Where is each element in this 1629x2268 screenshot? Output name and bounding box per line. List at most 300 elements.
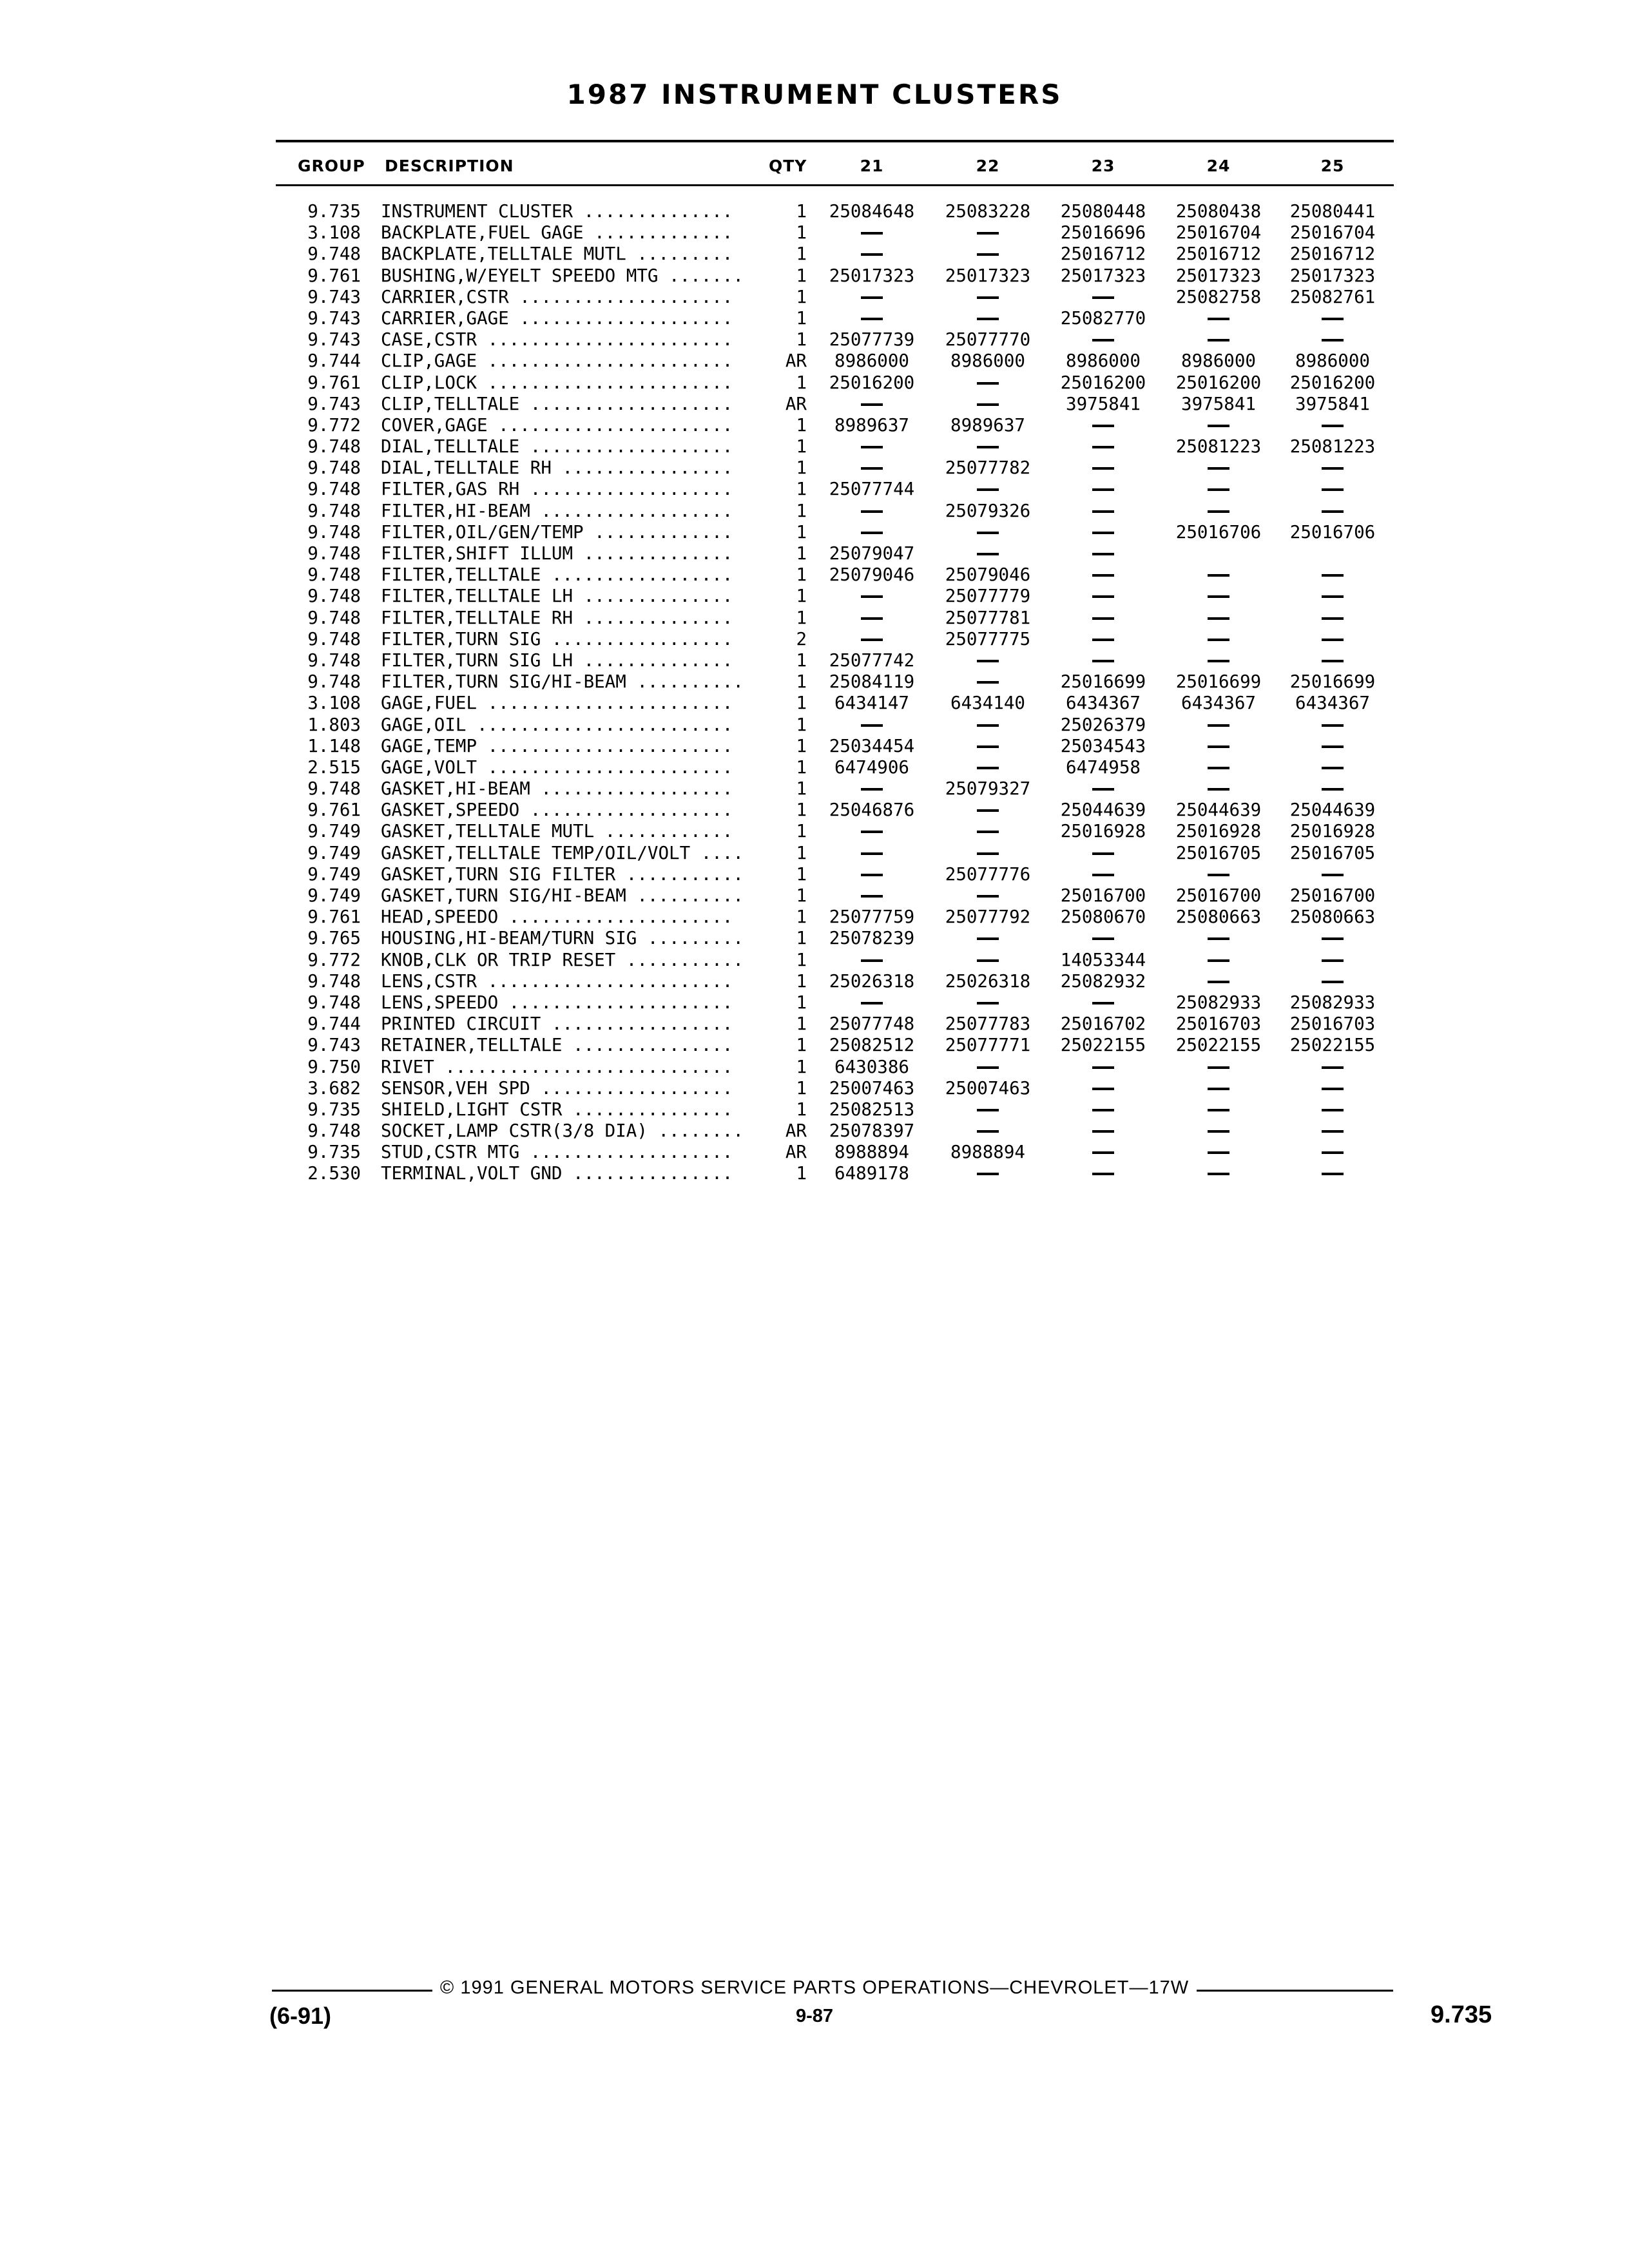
not-applicable-dash	[814, 222, 930, 244]
part-number-cell: 25034454	[829, 735, 915, 756]
table-row	[0, 992, 1629, 1014]
column-header-25: 25	[1320, 157, 1345, 175]
part-number-cell: 25080663	[1289, 907, 1376, 928]
description-cell: GASKET,TELLTALE TEMP/OIL/VOLT ....	[381, 842, 744, 863]
qty-cell: 1	[768, 287, 807, 308]
part-number-cell: 6474958	[1066, 756, 1141, 778]
dash-mark	[1208, 767, 1229, 769]
part-number-cell: 25079327	[945, 778, 1031, 800]
part-number-cell: 25077783	[945, 1014, 1031, 1035]
part-number-cell: 25016699	[1060, 671, 1146, 693]
part-number-cell: 25077748	[829, 1014, 915, 1035]
table-row	[0, 671, 1629, 693]
dash-mark	[1208, 1088, 1229, 1090]
qty-cell: 1	[768, 778, 807, 800]
not-applicable-dash	[930, 650, 1046, 671]
dash-mark	[1092, 553, 1114, 555]
dash-mark	[1322, 660, 1344, 662]
dash-mark	[1092, 1109, 1114, 1111]
column-header-qty: QTY	[769, 157, 807, 175]
group-cell: 9.749	[307, 885, 361, 906]
column-header-23: 23	[1091, 157, 1115, 175]
not-applicable-dash	[930, 522, 1046, 543]
group-cell: 9.743	[307, 393, 361, 414]
group-cell: 9.748	[307, 649, 361, 671]
description-cell: FILTER,TURN SIG .................	[381, 628, 733, 649]
dash-mark	[861, 318, 883, 320]
not-applicable-dash	[1045, 586, 1161, 607]
dash-mark	[1092, 1088, 1114, 1090]
not-applicable-dash	[1045, 479, 1161, 500]
not-applicable-dash	[930, 543, 1046, 564]
not-applicable-dash	[1161, 736, 1277, 757]
dash-mark	[861, 959, 883, 962]
dash-mark	[1208, 959, 1229, 962]
table-row	[0, 608, 1629, 629]
dash-mark	[1208, 425, 1229, 427]
dash-mark	[1092, 788, 1114, 791]
qty-cell: 1	[768, 1078, 807, 1099]
part-number-cell: 25082513	[829, 1099, 915, 1120]
dash-mark	[1322, 1088, 1344, 1090]
dash-mark	[1208, 745, 1229, 748]
not-applicable-dash	[1275, 308, 1391, 329]
not-applicable-dash	[1275, 1078, 1391, 1099]
part-number-cell: 14053344	[1060, 949, 1146, 970]
part-number-cell: 25017323	[829, 265, 915, 286]
dash-mark	[977, 1173, 999, 1175]
part-number-cell: 25026318	[829, 970, 915, 992]
part-number-cell: 25082512	[829, 1035, 915, 1056]
description-cell: GASKET,TELLTALE MUTL ............	[381, 821, 733, 842]
part-number-cell: 25084119	[829, 671, 915, 693]
dash-mark	[977, 745, 999, 748]
dash-mark	[861, 1002, 883, 1004]
description-cell: STUD,CSTR MTG ...................	[381, 1142, 733, 1163]
page-title: 1987 INSTRUMENT CLUSTERS	[566, 79, 1063, 110]
dash-mark	[1208, 467, 1229, 470]
not-applicable-dash	[1161, 971, 1277, 992]
group-cell: 9.748	[307, 564, 361, 586]
dash-mark	[1322, 595, 1344, 598]
group-cell: 9.748	[307, 992, 361, 1013]
description-cell: BACKPLATE,FUEL GAGE .............	[381, 222, 733, 244]
group-cell: 9.748	[307, 778, 361, 800]
not-applicable-dash	[814, 821, 930, 842]
description-cell: FILTER,TELLTALE .................	[381, 564, 733, 586]
not-applicable-dash	[1045, 864, 1161, 885]
description-cell: FILTER,TELLTALE LH ..............	[381, 586, 733, 607]
dash-mark	[977, 660, 999, 662]
part-number-cell: 25007463	[945, 1077, 1031, 1099]
part-number-cell: 8988894	[834, 1142, 909, 1163]
not-applicable-dash	[1275, 971, 1391, 992]
part-number-cell: 25016200	[1175, 372, 1262, 393]
dash-mark	[1322, 510, 1344, 513]
description-cell: KNOB,CLK OR TRIP RESET ...........	[381, 949, 744, 970]
not-applicable-dash	[1275, 457, 1391, 479]
not-applicable-dash	[1045, 1099, 1161, 1120]
dash-mark	[1208, 874, 1229, 876]
part-number-cell: 25082933	[1289, 992, 1376, 1013]
not-applicable-dash	[814, 992, 930, 1014]
not-applicable-dash	[814, 436, 930, 457]
part-number-cell: 25077770	[945, 329, 1031, 351]
qty-cell: 1	[768, 479, 807, 500]
group-cell: 9.749	[307, 821, 361, 842]
group-cell: 9.748	[307, 457, 361, 479]
dash-mark	[977, 403, 999, 406]
qty-cell: 1	[768, 222, 807, 244]
not-applicable-dash	[1275, 736, 1391, 757]
group-cell: 9.735	[307, 1142, 361, 1163]
description-cell: GASKET,TURN SIG/HI-BEAM ..........	[381, 885, 744, 906]
dash-mark	[861, 617, 883, 620]
dash-mark	[1208, 318, 1229, 320]
description-cell: FILTER,TURN SIG LH ..............	[381, 649, 733, 671]
dash-mark	[977, 532, 999, 534]
not-applicable-dash	[930, 436, 1046, 457]
dash-mark	[1322, 874, 1344, 876]
group-cell: 9.748	[307, 607, 361, 628]
part-number-cell: 25016928	[1175, 821, 1262, 842]
group-cell: 9.772	[307, 414, 361, 436]
table-row	[0, 1057, 1629, 1078]
part-number-cell: 8986000	[1066, 351, 1141, 372]
footer-copyright-text: © 1991 GENERAL MOTORS SERVICE PARTS OPERATIONS—CHEVROLET—17W	[432, 1977, 1197, 1998]
part-number-cell: 25016700	[1060, 885, 1146, 906]
not-applicable-dash	[930, 394, 1046, 415]
not-applicable-dash	[1161, 1099, 1277, 1120]
dash-mark	[977, 553, 999, 555]
part-number-cell: 25016712	[1060, 244, 1146, 265]
group-cell: 9.748	[307, 1120, 361, 1142]
not-applicable-dash	[930, 843, 1046, 864]
group-cell: 9.743	[307, 307, 361, 329]
table-row	[0, 394, 1629, 415]
description-cell: GAGE,OIL ........................	[381, 714, 733, 735]
dash-mark	[1092, 339, 1114, 341]
description-cell: INSTRUMENT CLUSTER ..............	[381, 201, 733, 222]
part-number-cell: 3975841	[1181, 393, 1256, 414]
not-applicable-dash	[1161, 564, 1277, 586]
group-cell: 9.749	[307, 842, 361, 863]
qty-cell: 1	[768, 501, 807, 522]
description-cell: RETAINER,TELLTALE ...............	[381, 1035, 733, 1056]
dash-mark	[977, 809, 999, 812]
group-cell: 9.772	[307, 949, 361, 970]
dash-mark	[1208, 981, 1229, 983]
not-applicable-dash	[930, 1120, 1046, 1142]
part-number-cell: 25026379	[1060, 714, 1146, 735]
part-number-cell: 25016928	[1289, 821, 1376, 842]
dash-mark	[1092, 639, 1114, 641]
dash-mark	[1208, 788, 1229, 791]
part-number-cell: 25026318	[945, 970, 1031, 992]
not-applicable-dash	[814, 608, 930, 629]
not-applicable-dash	[930, 308, 1046, 329]
dash-mark	[977, 1109, 999, 1111]
description-cell: FILTER,OIL/GEN/TEMP .............	[381, 521, 733, 543]
dash-mark	[977, 253, 999, 256]
dash-mark	[1208, 1066, 1229, 1069]
part-number-cell: 25022155	[1175, 1035, 1262, 1056]
part-number-cell: 25016705	[1175, 842, 1262, 863]
part-number-cell: 25016200	[1289, 372, 1376, 393]
not-applicable-dash	[1045, 608, 1161, 629]
not-applicable-dash	[930, 372, 1046, 394]
qty-cell: 1	[768, 457, 807, 479]
dash-mark	[1322, 788, 1344, 791]
column-header-group: GROUP	[298, 157, 365, 175]
dash-mark	[1092, 467, 1114, 470]
part-number-cell: 25022155	[1060, 1035, 1146, 1056]
table-row	[0, 1078, 1629, 1099]
not-applicable-dash	[814, 244, 930, 265]
part-number-cell: 6434367	[1181, 693, 1256, 714]
not-applicable-dash	[814, 950, 930, 971]
part-number-cell: 25077776	[945, 863, 1031, 885]
dash-mark	[977, 1066, 999, 1069]
not-applicable-dash	[930, 715, 1046, 736]
part-number-cell: 25022155	[1289, 1035, 1376, 1056]
not-applicable-dash	[1161, 950, 1277, 971]
part-number-cell: 25016706	[1289, 521, 1376, 543]
column-header-24: 24	[1206, 157, 1231, 175]
not-applicable-dash	[1275, 715, 1391, 736]
dash-mark	[1322, 959, 1344, 962]
qty-cell: 1	[768, 372, 807, 394]
table-row	[0, 543, 1629, 564]
part-number-cell: 25016712	[1175, 244, 1262, 265]
part-number-cell: 25017323	[1289, 265, 1376, 286]
part-number-cell: 25016200	[1060, 372, 1146, 393]
group-cell: 9.748	[307, 500, 361, 521]
not-applicable-dash	[930, 992, 1046, 1014]
not-applicable-dash	[930, 1057, 1046, 1078]
dash-mark	[1322, 617, 1344, 620]
not-applicable-dash	[930, 1099, 1046, 1120]
group-cell: 9.761	[307, 907, 361, 928]
part-number-cell: 25077779	[945, 586, 1031, 607]
not-applicable-dash	[1275, 950, 1391, 971]
part-number-cell: 25016703	[1175, 1014, 1262, 1035]
qty-cell: 1	[768, 928, 807, 949]
table-row	[0, 885, 1629, 907]
description-cell: DIAL,TELLTALE ...................	[381, 436, 733, 457]
table-row	[0, 907, 1629, 928]
qty-cell: 1	[768, 992, 807, 1014]
description-cell: BACKPLATE,TELLTALE MUTL .........	[381, 244, 733, 265]
qty-cell: 1	[768, 522, 807, 543]
table-row	[0, 1142, 1629, 1163]
qty-cell: 1	[768, 885, 807, 907]
qty-cell: 1	[768, 736, 807, 757]
dash-mark	[861, 788, 883, 791]
table-row	[0, 564, 1629, 586]
not-applicable-dash	[1161, 778, 1277, 800]
dash-mark	[861, 510, 883, 513]
not-applicable-dash	[1275, 864, 1391, 885]
not-applicable-dash	[1045, 329, 1161, 351]
table-row	[0, 843, 1629, 864]
dash-mark	[1208, 639, 1229, 641]
table-row	[0, 351, 1629, 372]
dash-mark	[977, 895, 999, 898]
part-number-cell: 25079326	[945, 500, 1031, 521]
qty-cell: 1	[768, 1099, 807, 1120]
not-applicable-dash	[1045, 1078, 1161, 1099]
not-applicable-dash	[814, 308, 930, 329]
table-row	[0, 372, 1629, 394]
part-number-cell: 6434367	[1066, 693, 1141, 714]
table-row	[0, 1035, 1629, 1056]
not-applicable-dash	[1161, 629, 1277, 650]
not-applicable-dash	[1275, 479, 1391, 500]
table-row	[0, 265, 1629, 287]
not-applicable-dash	[1275, 1142, 1391, 1163]
dash-mark	[1092, 852, 1114, 855]
part-number-cell: 25016699	[1289, 671, 1376, 693]
table-row	[0, 308, 1629, 329]
description-cell: CLIP,GAGE .......................	[381, 351, 733, 372]
dash-mark	[1322, 745, 1344, 748]
group-cell: 9.735	[307, 201, 361, 222]
dash-mark	[977, 296, 999, 299]
table-row	[0, 864, 1629, 885]
group-cell: 9.748	[307, 970, 361, 992]
not-applicable-dash	[930, 757, 1046, 778]
part-number-cell: 8988894	[950, 1142, 1025, 1163]
description-cell: CARRIER,GAGE ....................	[381, 307, 733, 329]
not-applicable-dash	[930, 287, 1046, 308]
part-number-cell: 3975841	[1295, 393, 1370, 414]
table-row	[0, 479, 1629, 500]
not-applicable-dash	[1161, 1163, 1277, 1184]
qty-cell: AR	[768, 1142, 807, 1163]
not-applicable-dash	[930, 821, 1046, 842]
description-cell: GASKET,HI-BEAM ..................	[381, 778, 733, 800]
group-cell: 9.761	[307, 265, 361, 286]
qty-cell: 1	[768, 800, 807, 821]
not-applicable-dash	[1161, 864, 1277, 885]
part-number-cell: 25016705	[1289, 842, 1376, 863]
qty-cell: 1	[768, 201, 807, 222]
group-cell: 2.515	[307, 756, 361, 778]
part-number-cell: 25016712	[1289, 244, 1376, 265]
part-number-cell: 25017323	[1060, 265, 1146, 286]
not-applicable-dash	[814, 501, 930, 522]
dash-mark	[1322, 767, 1344, 769]
part-number-cell: 25080670	[1060, 907, 1146, 928]
column-header-21: 21	[860, 157, 884, 175]
table-row	[0, 821, 1629, 842]
dash-mark	[1092, 617, 1114, 620]
group-cell: 9.748	[307, 521, 361, 543]
table-row	[0, 201, 1629, 222]
part-number-cell: 25016928	[1060, 821, 1146, 842]
not-applicable-dash	[1275, 778, 1391, 800]
not-applicable-dash	[1161, 608, 1277, 629]
part-number-cell: 25081223	[1289, 436, 1376, 457]
part-number-cell: 25077782	[945, 457, 1031, 479]
part-number-cell: 8986000	[950, 351, 1025, 372]
part-number-cell: 25077792	[945, 907, 1031, 928]
qty-cell: 1	[768, 1035, 807, 1056]
not-applicable-dash	[1275, 650, 1391, 671]
part-number-cell: 25016200	[829, 372, 915, 393]
not-applicable-dash	[814, 715, 930, 736]
dash-mark	[1208, 937, 1229, 940]
table-row	[0, 736, 1629, 757]
header-bottom-rule	[276, 184, 1394, 186]
dash-mark	[1092, 510, 1114, 513]
not-applicable-dash	[1045, 928, 1161, 949]
description-cell: SOCKET,LAMP CSTR(3/8 DIA) ........	[381, 1120, 744, 1142]
qty-cell: 1	[768, 1163, 807, 1184]
part-number-cell: 25016700	[1289, 885, 1376, 906]
not-applicable-dash	[930, 244, 1046, 265]
dash-mark	[1322, 488, 1344, 491]
part-number-cell: 25007463	[829, 1077, 915, 1099]
qty-cell: 1	[768, 864, 807, 885]
part-number-cell: 6434140	[950, 693, 1025, 714]
description-cell: FILTER,TELLTALE RH ..............	[381, 607, 733, 628]
group-cell: 9.748	[307, 671, 361, 693]
description-cell: GAGE,TEMP .......................	[381, 735, 733, 756]
qty-cell: 1	[768, 971, 807, 992]
not-applicable-dash	[1045, 287, 1161, 308]
footer-date: (6-91)	[269, 2003, 332, 2029]
dash-mark	[1322, 1130, 1344, 1133]
part-number-cell: 25016703	[1289, 1014, 1376, 1035]
description-cell: CLIP,LOCK .......................	[381, 372, 733, 393]
dash-mark	[1092, 660, 1114, 662]
qty-cell: 1	[768, 1014, 807, 1035]
qty-cell: 1	[768, 1057, 807, 1078]
part-number-cell: 25077744	[829, 479, 915, 500]
table-row	[0, 950, 1629, 971]
qty-cell: 2	[768, 629, 807, 650]
qty-cell: 1	[768, 843, 807, 864]
not-applicable-dash	[1045, 843, 1161, 864]
part-number-cell: 25046876	[829, 800, 915, 821]
qty-cell: 1	[768, 329, 807, 351]
part-number-cell: 8989637	[950, 414, 1025, 436]
description-cell: CARRIER,CSTR ....................	[381, 286, 733, 307]
part-number-cell: 25080441	[1289, 201, 1376, 222]
not-applicable-dash	[930, 671, 1046, 693]
part-number-cell: 25077775	[945, 628, 1031, 649]
qty-cell: 1	[768, 543, 807, 564]
not-applicable-dash	[930, 736, 1046, 757]
table-row	[0, 778, 1629, 800]
dash-mark	[977, 767, 999, 769]
table-row	[0, 800, 1629, 821]
table-row	[0, 1099, 1629, 1120]
description-cell: GASKET,TURN SIG FILTER ...........	[381, 863, 744, 885]
part-number-cell: 8986000	[834, 351, 909, 372]
table-row	[0, 928, 1629, 949]
not-applicable-dash	[814, 778, 930, 800]
dash-mark	[977, 724, 999, 727]
dash-mark	[1322, 574, 1344, 577]
dash-mark	[1208, 510, 1229, 513]
not-applicable-dash	[1161, 928, 1277, 949]
not-applicable-dash	[814, 864, 930, 885]
description-cell: HEAD,SPEEDO .....................	[381, 907, 733, 928]
not-applicable-dash	[1275, 1120, 1391, 1142]
